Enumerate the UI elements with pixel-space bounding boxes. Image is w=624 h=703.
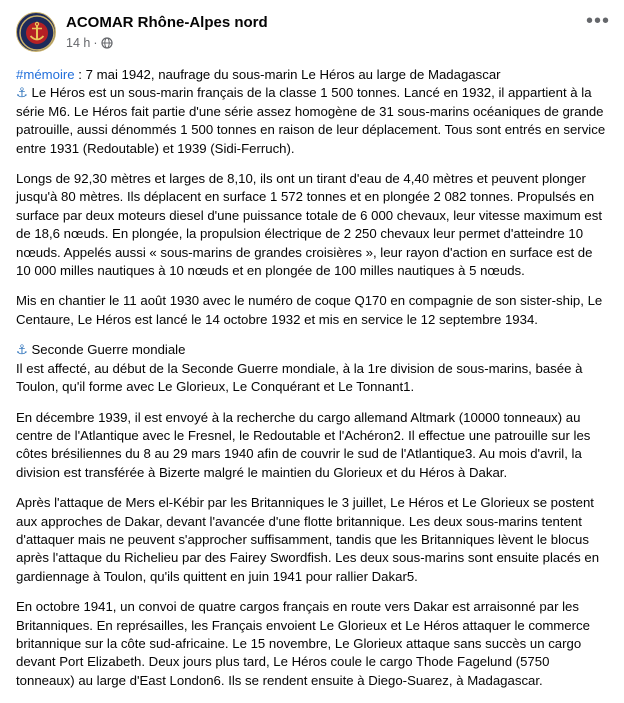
post-header (16, 12, 268, 56)
post-paragraph-3: Mis en chantier le 11 août 1930 avec le numéro de coque Q170 en compagnie de son sister-ship, Le Centaure, Le Héros est lancé le 14 octobre 1932 et mis en service le 12 septembre 1934. (16, 293, 603, 327)
post-paragraph-5: En décembre 1939, il est envoyé à la recherche du cargo allemand Altmark (10000 tonneaux) au centre de l'Atlantique avec le Fresnel, le Redoutable et l'Achéron2. Il effectue une patrouille sur les côtes brésiliennes du 8 au 29 mars 1940 afin de couvrir le sud de l'Atlantique3. Au mois d'avril, la division est transférée à Bizerte malgré le maintien du Glorieux et du Héros à Dakar. (16, 409, 591, 480)
post-meta (66, 14, 268, 52)
globe-icon (101, 37, 113, 49)
post-subline (66, 34, 268, 52)
anchor-icon: ⚓ (16, 85, 28, 101)
section-title: Seconde Guerre mondiale (27, 342, 186, 358)
post-headline: : 7 mai 1942, naufrage du sous-marin Le Héros au large de Madagascar (74, 67, 501, 82)
hashtag-link[interactable]: #mémoire (16, 67, 75, 82)
post-paragraph-4: Il est affecté, au début de la Seconde Guerre mondiale, à la 1re division de sous-marins, basée à Toulon, qu'il forme avec Le Glorieux, Le Conquérant et Le Tonnant1. (16, 360, 583, 395)
separator-dot: · (93, 36, 98, 50)
post-paragraph-6: Après l'attaque de Mers el-Kébir par les Britanniques le 3 juillet, Le Héros et Le Glorieux se postent aux approches de Dakar, devant l'avancée d'une flotte britannique. Les deux sous-marins tentent d'attaquer mais ne peuvent s'approcher suffisamment, tandis que les Britanniques lèvent le blocus après l'attaque du Richelieu par des Fairey Swordfish. Les deux sous-marins sont ensuite placés en gardiennage à Toulon, qu'ils quittent en juin 1941 pour rallier Dakar5. (16, 495, 600, 584)
post-paragraph-7: En octobre 1941, un convoi de quatre cargos français en route vers Dakar est arraisonné par les Britanniques. En représailles, les Français envoient Le Glorieux et Le Héros attaquer le commerce britannique sur la côte sud-africaine. Le 15 novembre, Le Glorieux attaque sans succès un cargo devant Port Elizabeth. Deux jours plus tard, Le Héros coule le cargo Thode Fagelund (5750 tonneaux) au large d'East London6. Ils se rendent ensuite à Diego-Suarez, à Madagascar. (16, 599, 590, 688)
anchor-logo-icon (17, 13, 56, 52)
post-body (16, 66, 608, 702)
post-paragraph-intro (16, 66, 608, 158)
anchor-icon: ⚓ (16, 342, 28, 358)
post-paragraph-2: Longs de 92,30 mètres et larges de 8,10, ils ont un tirant d'eau de 4,40 mètres et peuvent plonger jusqu'à 80 mètres. Ils déplacent en surface 1 572 tonnes et en plongée 2 082 tonnes. Propulsés en surface par deux moteurs diesel d'une puissance totale de 6 000 chevaux, leur vitesse maximum est de 18,6 nœuds. En plongée, la propulsion électrique de 2 250 chevaux leur permet d'atteindre 10 nœuds. Appelés aussi « sous-marins de grandes croisières », leur rayon d'action en surface est de 10 000 milles nautiques à 10 nœuds et en plongée de 100 milles nautiques à 5 nœuds. (16, 171, 603, 279)
post-paragraph-1: Le Héros est un sous-marin français de la classe 1 500 tonnes. Lancé en 1932, il appartient à la série M6. Le Héros fait partie d'une série assez homogène de 31 sous-marins océaniques de grande patrouille, aussi dénommés 1 500 tonnes en raison de leur déplacement. Tous sont entrés en service entre 1931 (Redoutable) et 1939 (Sidi-Ferruch). (16, 85, 606, 156)
post-paragraph-section (16, 341, 608, 396)
post-timestamp[interactable]: 14 h (66, 36, 91, 50)
page-name[interactable]: ACOMAR Rhône-Alpes nord (66, 14, 268, 31)
page-avatar[interactable] (16, 12, 56, 52)
more-options-icon[interactable]: ••• (585, 10, 610, 32)
